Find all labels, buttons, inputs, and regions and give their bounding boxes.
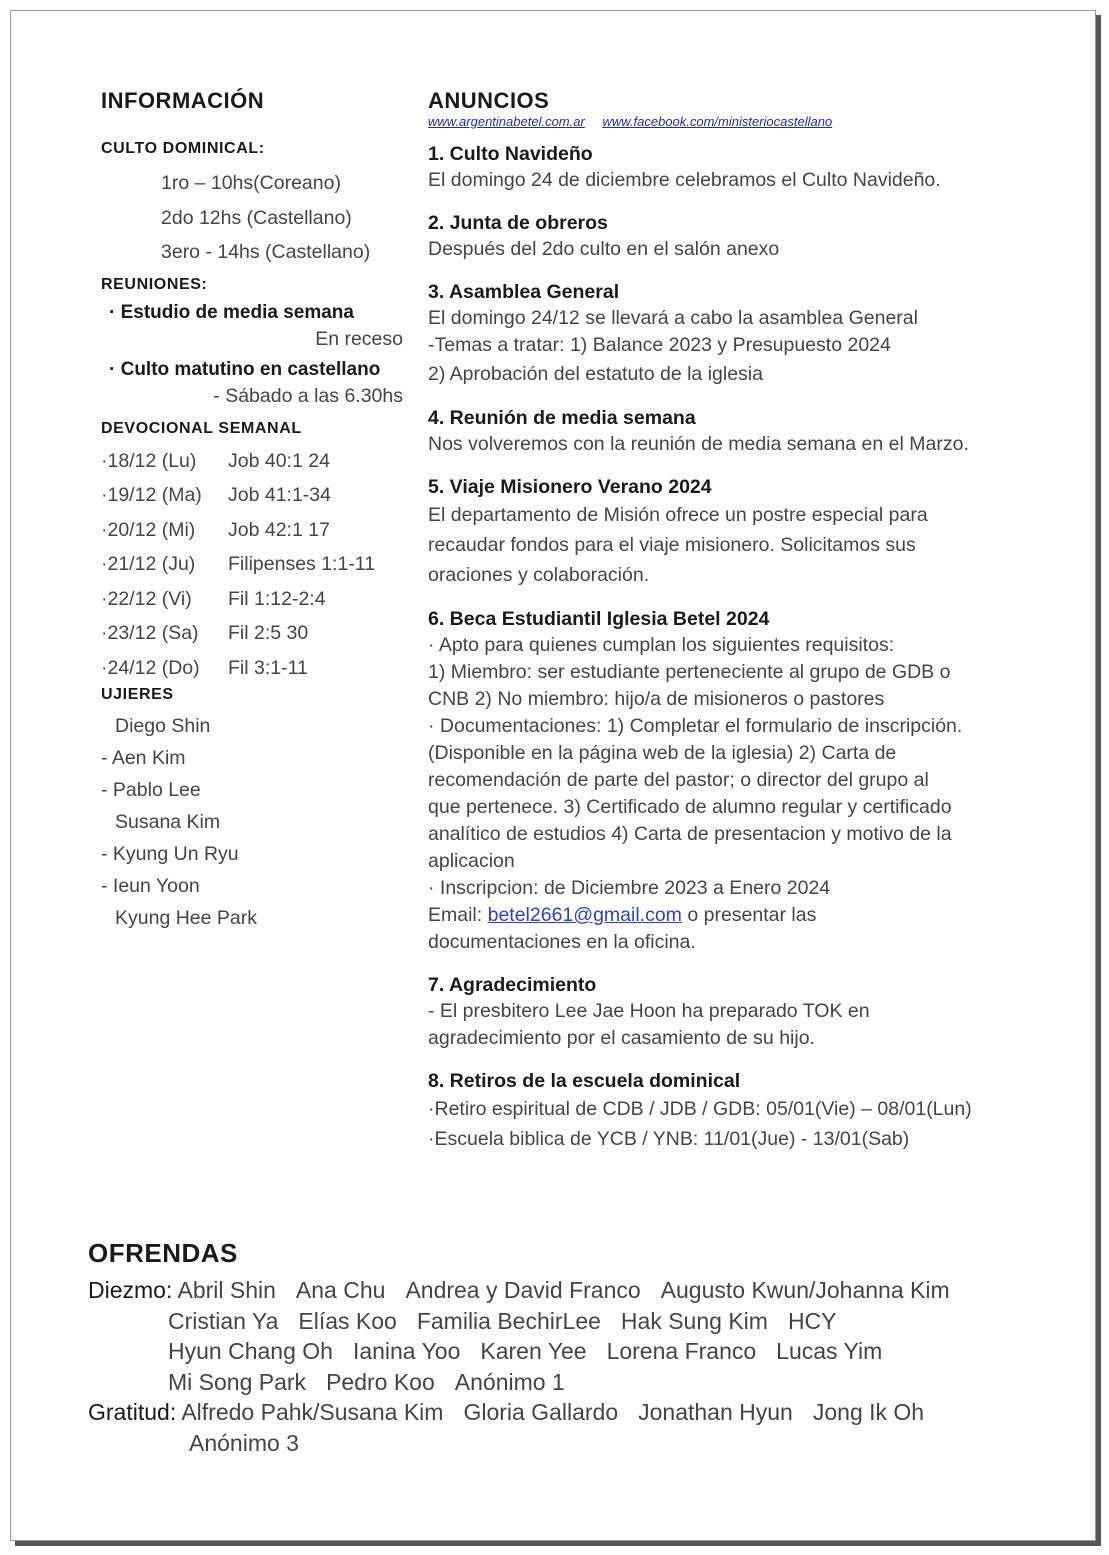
donor-name: Hyun Chang Oh (168, 1338, 333, 1364)
devocional-ref: Job 40:1 24 (228, 449, 330, 472)
devocional-list (101, 444, 411, 686)
announcement (428, 279, 1038, 389)
ujier-name: Kyung Hee Park (115, 907, 257, 929)
devocional-ref: Job 42:1 17 (228, 518, 330, 541)
announcement-line: analítico de estudios 4) Carta de presentacion y motivo de la (428, 823, 952, 845)
culto-item: 3ero - 14hs (Castellano) (161, 241, 371, 263)
reunion-detail: En receso (315, 327, 403, 350)
donor-name: Anónimo 1 (454, 1368, 565, 1395)
announcement-line: agradecimiento por el casamiento de su hijo. (428, 1027, 815, 1049)
info-title: INFORMACIÓN (101, 88, 265, 113)
anuncios-column (428, 88, 1038, 1154)
donor-name: Jonathan Hyun (638, 1399, 793, 1425)
announcement-title: 3. Asamblea General (428, 281, 620, 303)
announcement-line: (Disponible en la página web de la iglesia) 2) Carta de (428, 742, 897, 764)
website-link[interactable]: www.argentinabetel.com.ar (428, 114, 585, 129)
donor-name: HCY (787, 1307, 837, 1334)
ujier-name: - Aen Kim (101, 747, 186, 769)
ujieres-title: UJIERES (101, 686, 174, 703)
announcement-line: 2) Aprobación del estatuto de la iglesia (428, 363, 763, 385)
announcement-line: · Apto para quienes cumplan los siguientes requisitos: (428, 634, 895, 656)
diezmo-label: Diezmo: (88, 1277, 173, 1303)
culto-dominical-title: CULTO DOMINICAL: (101, 140, 265, 157)
announcement (428, 210, 1038, 263)
culto-item: 1ro – 10hs(Coreano) (161, 172, 341, 194)
announcement-line: El domingo 24/12 se llevará a cabo la asamblea General (428, 307, 918, 329)
donor-name: Lorena Franco (606, 1338, 757, 1364)
devocional-row (101, 651, 411, 686)
announcement-line: recomendación de parte del pastor; o director del grupo al (428, 769, 929, 791)
diezmo-line (88, 1336, 1048, 1367)
facebook-link[interactable]: www.facebook.com/ministeriocastellano (602, 114, 833, 129)
devocional-date: ·23/12 (Sa) (101, 622, 199, 644)
announcement-line: · Documentaciones: 1) Completar el formulario de inscripción. (428, 715, 963, 737)
donor-name: Andrea y David Franco (405, 1277, 641, 1303)
announcement-title: 6. Beca Estudiantil Iglesia Betel 2024 (428, 608, 770, 630)
announcement (428, 474, 1038, 590)
donor-name: Familia BechirLee (416, 1307, 601, 1334)
announcement (428, 606, 1038, 956)
announcement-line: 1) Miembro: ser estudiante perteneciente al grupo de GDB o (428, 661, 951, 683)
announcement-title: 4. Reunión de media semana (428, 407, 696, 429)
email-line (428, 902, 1038, 929)
email-link[interactable]: betel2661@gmail.com (487, 904, 682, 926)
donor-name: Pedro Koo (326, 1368, 435, 1395)
announcement-line: que pertenece. 3) Certificado de alumno regular y certificado (428, 796, 952, 818)
donor-name: Abril Shin (177, 1277, 276, 1303)
devocional-row (101, 513, 411, 548)
reunion-item: · Estudio de media semana (109, 301, 354, 323)
reunion-item: · Culto matutino en castellano (109, 358, 381, 380)
culto-item: 2do 12hs (Castellano) (161, 206, 352, 229)
announcement-line: - El presbitero Lee Jae Hoon ha preparado TOK en (428, 1000, 870, 1022)
announcement-line: El domingo 24 de diciembre celebramos el Culto Navideño. (428, 169, 941, 191)
announcement (428, 1068, 1038, 1154)
ofrendas-title: OFRENDAS (88, 1238, 238, 1268)
devocional-date: ·21/12 (Ju) (101, 553, 196, 575)
announcement-title: 7. Agradecimiento (428, 974, 597, 996)
devocional-ref: Fil 3:1-11 (228, 656, 308, 679)
donor-name: Hak Sung Kim (620, 1307, 768, 1334)
devocional-title: DEVOCIONAL SEMANAL (101, 419, 302, 437)
announcement (428, 405, 1038, 458)
announcement-line: CNB 2) No miembro: hijo/a de misioneros o pastores (428, 688, 885, 710)
anuncios-title: ANUNCIOS (428, 88, 550, 113)
ujier-name: Diego Shin (115, 715, 211, 737)
devocional-ref: Fil 2:5 30 (228, 622, 309, 644)
ujieres-list (101, 710, 411, 934)
gratitud-label: Gratitud: (88, 1399, 177, 1425)
announcement (428, 141, 1038, 194)
reuniones-title: REUNIONES: (101, 275, 208, 293)
donor-name: Ana Chu (295, 1277, 386, 1303)
announcement-line: El departamento de Misión ofrece un postre especial para (428, 504, 928, 526)
devocional-ref: Filipenses 1:1-11 (228, 553, 376, 575)
ujier-name: Susana Kim (115, 811, 221, 833)
donor-name: Anónimo 3 (189, 1429, 299, 1456)
devocional-date: ·18/12 (Lu) (101, 449, 197, 472)
devocional-date: ·19/12 (Ma) (101, 484, 202, 506)
devocional-ref: Fil 1:12-2:4 (228, 587, 326, 610)
devocional-date: ·22/12 (Vi) (101, 587, 192, 610)
donor-name: Gloria Gallardo (463, 1399, 619, 1425)
donor-name: Ianina Yoo (352, 1338, 461, 1364)
announcement-line: · Inscripcion: de Diciembre 2023 a Enero 2024 (428, 877, 831, 899)
announcement-line: recaudar fondos para el viaje misionero. Solicitamos sus (428, 534, 916, 556)
devocional-ref: Job 41:1-34 (228, 484, 331, 506)
donor-name: Jong Ik Oh (812, 1399, 925, 1425)
diezmo-line (88, 1275, 1048, 1306)
donor-name: Alfredo Pahk/Susana Kim (181, 1399, 444, 1425)
announcement-title: 8. Retiros de la escuela dominical (428, 1070, 741, 1092)
email-prefix: Email: (428, 904, 488, 926)
announcement-title: 5. Viaje Misionero Verano 2024 (428, 476, 712, 498)
announcement (428, 972, 1038, 1052)
ofrendas-section (88, 1238, 1048, 1458)
email-suffix: o presentar las (681, 904, 817, 926)
announcement-line: oraciones y colaboración. (428, 564, 650, 586)
gratitud-line (88, 1397, 1048, 1428)
devocional-row (101, 582, 411, 617)
donor-name: Elías Koo (298, 1307, 397, 1334)
gratitud-line (88, 1428, 1048, 1459)
devocional-date: ·24/12 (Do) (101, 656, 200, 679)
devocional-date: ·20/12 (Mi) (101, 518, 196, 541)
announcement-title: 1. Culto Navideño (428, 143, 593, 165)
diezmo-line (88, 1306, 1048, 1337)
links-row (428, 114, 1038, 129)
devocional-row (101, 547, 411, 582)
announcement-title: 2. Junta de obreros (428, 212, 608, 234)
announcement-line: ·Escuela biblica de YCB / YNB: 11/01(Jue) - 13/01(Sab) (428, 1128, 910, 1150)
donor-name: Karen Yee (480, 1338, 587, 1364)
culto-list (101, 166, 411, 270)
ujier-name: - Pablo Lee (101, 779, 201, 801)
ujier-name: - Ieun Yoon (101, 875, 200, 897)
announcement-line: Nos volveremos con la reunión de media semana en el Marzo. (428, 433, 969, 455)
donor-name: Augusto Kwun/Johanna Kim (660, 1277, 950, 1303)
donor-name: Mi Song Park (168, 1368, 307, 1395)
reunion-detail: - Sábado a las 6.30hs (213, 384, 403, 407)
announcement-line: -Temas a tratar: 1) Balance 2023 y Presupuesto 2024 (428, 334, 891, 356)
donor-name: Lucas Yim (776, 1338, 883, 1364)
devocional-row (101, 478, 411, 513)
devocional-row (101, 616, 411, 651)
announcement-line: ·Retiro espiritual de CDB / JDB / GDB: 05/01(Vie) – 08/01(Lun) (428, 1098, 972, 1120)
donor-name: Cristian Ya (168, 1307, 279, 1334)
diezmo-line (88, 1367, 1048, 1398)
announcement-line: aplicacion (428, 850, 515, 872)
devocional-row (101, 444, 411, 479)
info-column (101, 88, 411, 934)
announcement-line: documentaciones en la oficina. (428, 931, 696, 953)
ujier-name: - Kyung Un Ryu (101, 843, 239, 865)
announcement-line: Después del 2do culto en el salón anexo (428, 238, 780, 260)
